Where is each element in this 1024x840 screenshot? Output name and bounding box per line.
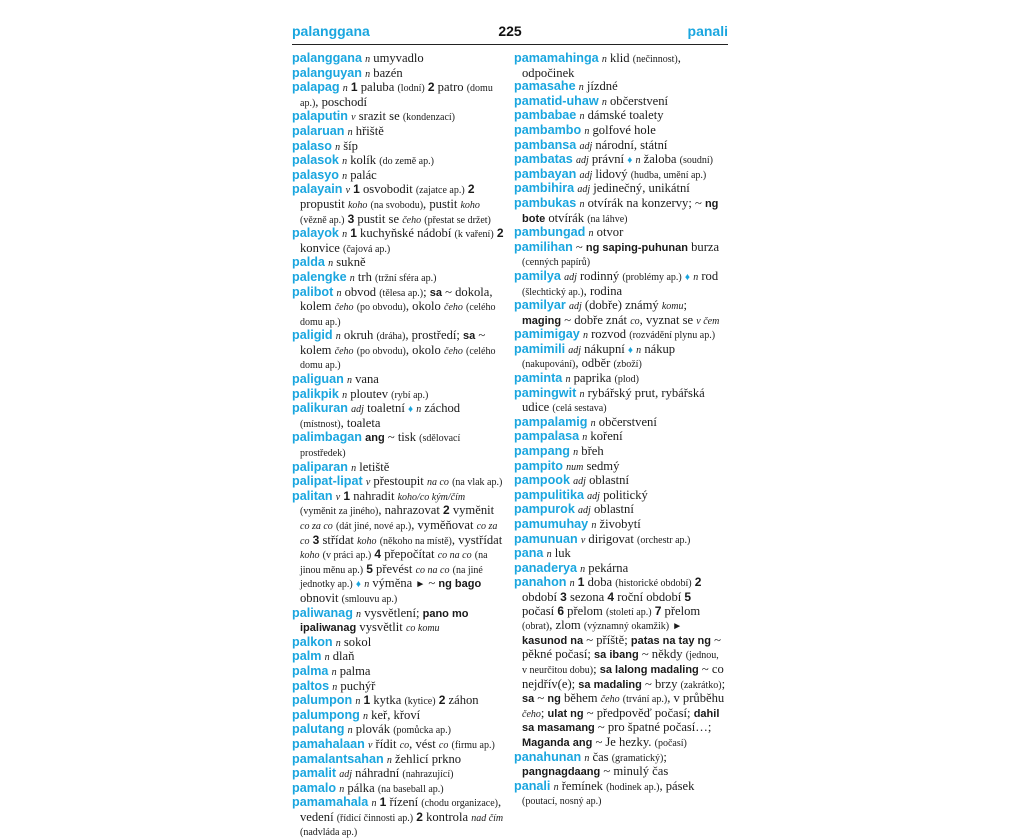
entry-headword: pampurok bbox=[514, 502, 575, 517]
dictionary-entry bbox=[514, 518, 726, 533]
entry-definition: n břeh bbox=[573, 444, 604, 459]
entry-definition: n 1 doba (historické období) 2 období 3 sezona 4 roční období 5 počasí 6 přelom (století ap.) 7 přelom (obrat), zlom (významný okamžik) ► kasunod na ~ příště; patas na tay ng ~ pěkné počasí; sa ibang ~ někdy (jednou, v neurčitou dobu); sa lalong madaling ~ co nejdřív(e); sa madaling ~ brzy (zakrátko); sa ~ ng během čeho (trvání ap.), v průběhu čeho; ulat ng ~ předpověď počasí; dahil sa masamang ~ pro špatné počasí…; Maganda ang ~ Je hezky. (počasí) bbox=[522, 575, 726, 749]
dictionary-entry bbox=[514, 343, 726, 372]
entry-definition: adj politický bbox=[587, 487, 648, 502]
entry-definition: n 1 kuchyňské nádobí (k vaření) 2 konvice (čajová ap.) bbox=[300, 226, 504, 255]
entry-definition: n řemínek (hodinek ap.), pásek (poutací, nosný ap.) bbox=[522, 778, 695, 808]
entry-headword: palasok bbox=[292, 153, 339, 168]
entry-headword: palimbagan bbox=[292, 430, 362, 445]
entry-headword: palipat-lipat bbox=[292, 474, 363, 489]
entry-headword: palaso bbox=[292, 138, 332, 153]
entry-headword: pampook bbox=[514, 473, 570, 488]
entry-definition: n trh (tržní sféra ap.) bbox=[349, 269, 437, 284]
dictionary-entry bbox=[514, 576, 726, 750]
entry-definition: n živobytí bbox=[591, 517, 641, 531]
entry-definition: n hřiště bbox=[347, 123, 384, 138]
entry-headword: palasyo bbox=[292, 167, 339, 182]
entry-headword: palumpon bbox=[292, 693, 353, 708]
entry-headword: pampang bbox=[514, 444, 570, 459]
entry-headword: pambayan bbox=[514, 166, 577, 181]
entry-headword: pambungad bbox=[514, 225, 586, 240]
entry-headword: pamilya bbox=[514, 268, 561, 283]
dictionary-entry bbox=[514, 460, 726, 475]
entry-headword: panali bbox=[514, 778, 551, 793]
entry-headword: palda bbox=[292, 255, 325, 270]
entry-headword: paminta bbox=[514, 371, 563, 386]
entry-headword: panaderya bbox=[514, 560, 577, 575]
entry-headword: pamingwit bbox=[514, 385, 577, 400]
entry-headword: palanggana bbox=[292, 51, 362, 65]
dictionary-entry bbox=[514, 80, 726, 95]
entry-definition: n luk bbox=[546, 546, 571, 561]
dictionary-entry bbox=[292, 52, 504, 67]
dictionary-entry bbox=[292, 753, 504, 768]
entry-headword: panahon bbox=[514, 575, 567, 590]
entry-headword: pambukas bbox=[514, 195, 577, 210]
dictionary-entry bbox=[292, 81, 504, 110]
entry-headword: palumpong bbox=[292, 707, 360, 722]
entry-definition: adj lidový (hudba, umění ap.) bbox=[579, 166, 707, 181]
dictionary-entry bbox=[514, 533, 726, 548]
dictionary-entry bbox=[514, 547, 726, 562]
dictionary-entry bbox=[514, 241, 726, 270]
entry-definition: v dirigovat (orchestr ap.) bbox=[580, 531, 691, 546]
dictionary-entry bbox=[292, 110, 504, 125]
dictionary-entry bbox=[514, 751, 726, 780]
dictionary-entry bbox=[514, 780, 726, 809]
dictionary-entry bbox=[292, 67, 504, 82]
dictionary-entry bbox=[292, 723, 504, 738]
entry-headword: palutang bbox=[292, 722, 345, 737]
dictionary-entry bbox=[292, 402, 504, 431]
dictionary-entry bbox=[514, 197, 726, 226]
entry-definition: v řídit co, vést co (firmu ap.) bbox=[367, 736, 495, 751]
entry-definition: adj oblastní bbox=[578, 502, 634, 517]
dictionary-entry bbox=[514, 168, 726, 183]
page-header bbox=[292, 22, 728, 45]
entry-headword: palaruan bbox=[292, 123, 345, 138]
entry-definition: n 1 paluba (lodní) 2 patro (domu ap.), poschodí bbox=[300, 80, 493, 109]
entry-headword: palm bbox=[292, 649, 322, 664]
entry-definition: n občerstvení bbox=[601, 93, 669, 108]
entry-definition: n umyvadlo bbox=[365, 51, 424, 65]
entry-definition: adj nákupní ♦ n nákup (nakupování), odběr (zboží) bbox=[522, 341, 676, 371]
entry-headword: panahunan bbox=[514, 749, 582, 764]
entry-definition: n obvod (tělesa ap.); sa ~ dokola, kolem čeho (po obvodu), okolo čeho (celého domu ap.) bbox=[300, 284, 496, 328]
entry-headword: pamahalaan bbox=[292, 736, 365, 751]
entry-headword: palengke bbox=[292, 269, 347, 284]
entry-headword: pamimili bbox=[514, 341, 566, 356]
dictionary-entry bbox=[292, 738, 504, 753]
entry-definition: n klid (nečinnost), odpočinek bbox=[522, 51, 681, 80]
entry-headword: palma bbox=[292, 663, 329, 678]
dictionary-entry bbox=[292, 709, 504, 724]
dictionary-entry bbox=[292, 329, 504, 373]
entry-headword: paliguan bbox=[292, 372, 344, 387]
entry-definition: n vysvětlení; pano mo ipaliwanag vysvětlit co komu bbox=[300, 605, 469, 635]
dictionary-entry bbox=[292, 461, 504, 476]
entry-headword: palayain bbox=[292, 182, 343, 197]
entry-definition: v srazit se (kondenzací) bbox=[351, 109, 456, 124]
dictionary-entry bbox=[514, 489, 726, 504]
entry-headword: pamasahe bbox=[514, 79, 576, 94]
entry-headword: palaputin bbox=[292, 109, 348, 124]
entry-definition: ~ ng saping-puhunan burza (cenných papírů) bbox=[522, 239, 720, 269]
entry-definition: adj rodinný (problémy ap.) ♦ n rod (šlechtický ap.), rodina bbox=[522, 268, 719, 298]
entry-headword: pamalo bbox=[292, 780, 337, 795]
dictionary-entry bbox=[292, 388, 504, 403]
dictionary-entry bbox=[514, 328, 726, 343]
dictionary-entry bbox=[292, 271, 504, 286]
dictionary-entry bbox=[514, 445, 726, 460]
entry-definition: n šíp bbox=[335, 138, 358, 153]
entry-definition: n paprika (plod) bbox=[565, 371, 639, 386]
dictionary-entry bbox=[292, 636, 504, 651]
entry-definition: n palma bbox=[331, 663, 371, 678]
dictionary-entry bbox=[514, 153, 726, 168]
dictionary-entry bbox=[292, 490, 504, 607]
entry-definition: n otvor bbox=[588, 225, 624, 240]
entry-definition: adj oblastní bbox=[573, 473, 629, 488]
dictionary-entry bbox=[514, 52, 726, 80]
entry-definition: n otvírák na konzervy; ~ ng bote otvírák (na láhve) bbox=[522, 195, 719, 225]
entry-headword: palibot bbox=[292, 284, 334, 299]
dictionary-entry bbox=[514, 139, 726, 154]
dictionary-entry bbox=[514, 416, 726, 431]
dictionary-entry bbox=[514, 226, 726, 241]
entry-headword: paliparan bbox=[292, 459, 348, 474]
entry-definition: adj jedinečný, unikátní bbox=[577, 181, 690, 196]
dictionary-entry bbox=[292, 154, 504, 169]
entry-definition: n žehlicí prkno bbox=[386, 751, 462, 766]
entry-definition: n kolík (do země ap.) bbox=[342, 153, 434, 168]
dictionary-entry bbox=[292, 665, 504, 680]
dictionary-entry bbox=[514, 109, 726, 124]
dictionary-entry bbox=[292, 183, 504, 227]
dictionary-entry bbox=[514, 387, 726, 416]
dictionary-entry bbox=[514, 95, 726, 110]
entry-headword: paliwanag bbox=[292, 605, 353, 620]
dictionary-page bbox=[292, 22, 728, 839]
dictionary-entry bbox=[292, 286, 504, 330]
dictionary-entry bbox=[514, 182, 726, 197]
dictionary-entry bbox=[514, 299, 726, 328]
entry-definition: n sukně bbox=[328, 255, 366, 270]
entry-definition: n vana bbox=[346, 372, 379, 387]
entry-headword: pamunuan bbox=[514, 531, 578, 546]
dictionary-entry bbox=[292, 767, 504, 782]
entry-definition: num sedmý bbox=[566, 458, 620, 473]
entry-definition: v 1 osvobodit (zajatce ap.) 2 propustit koho (na svobodu), pustit koho (vězně ap.) 3 pustit se čeho (přestat se držet) bbox=[300, 182, 491, 226]
entry-definition: n sokol bbox=[335, 634, 372, 649]
dictionary-entry bbox=[292, 680, 504, 695]
entry-definition: n puchýř bbox=[332, 678, 376, 693]
entry-headword: pambansa bbox=[514, 137, 577, 152]
entry-definition: n plovák (pomůcka ap.) bbox=[347, 722, 451, 737]
entry-definition: adj náhradní (nahrazující) bbox=[339, 766, 454, 781]
entry-definition: adj národní, státní bbox=[579, 137, 668, 152]
entry-definition: adj (dobře) známý komu; maging ~ dobře znát co, vyznat se v čem bbox=[522, 298, 720, 327]
entry-headword: pambabae bbox=[514, 108, 577, 123]
dictionary-entry bbox=[292, 475, 504, 490]
dictionary-entry bbox=[292, 650, 504, 665]
entry-headword: pamumuhay bbox=[514, 517, 589, 531]
entry-headword: pambatas bbox=[514, 152, 573, 167]
entry-definition: n bazén bbox=[365, 65, 403, 80]
entry-definition: v 1 nahradit koho/co kým/čím (vyměnit za jiného), nahrazovat 2 vyměnit co za co (dát jiné, nové ap.), vyměňovat co za co 3 střídat koho (někoho na místě), vystřídat koho (v práci ap.) 4 přepočítat co na co (na jinou měnu ap.) 5 převést co na co (na jiné jednotky ap.) ♦ n výměna ► ~ ng bago obnovit (smlouvu ap.) bbox=[300, 488, 503, 605]
entry-headword: palapag bbox=[292, 80, 340, 95]
left-column bbox=[292, 52, 504, 840]
dictionary-entry bbox=[292, 227, 504, 256]
entry-definition: n keř, křoví bbox=[363, 707, 421, 722]
entry-definition: n občerstvení bbox=[590, 414, 657, 429]
dictionary-entry bbox=[514, 372, 726, 387]
entry-definition: n rybářský prut, rybářská udice (celá sestava) bbox=[522, 385, 705, 415]
dictionary-entry bbox=[292, 607, 504, 636]
entry-definition: n rozvod (rozvádění plynu ap.) bbox=[582, 327, 716, 342]
entry-definition: n golfové hole bbox=[584, 122, 656, 137]
entry-definition: n palác bbox=[342, 167, 377, 182]
entry-definition: n dámské toalety bbox=[579, 108, 664, 123]
entry-headword: palitan bbox=[292, 488, 333, 503]
entry-headword: pamilyar bbox=[514, 298, 566, 313]
header-last-headword: panali bbox=[687, 23, 728, 39]
entry-definition: n ploutev (rybí ap.) bbox=[342, 386, 429, 401]
dictionary-entry bbox=[292, 796, 504, 840]
dictionary-entry bbox=[292, 694, 504, 709]
entry-headword: pambihira bbox=[514, 181, 575, 196]
entry-definition: n 1 kytka (kytice) 2 záhon bbox=[355, 693, 479, 708]
entry-headword: paltos bbox=[292, 678, 330, 693]
dictionary-entry bbox=[514, 503, 726, 518]
dictionary-entry bbox=[514, 270, 726, 299]
entry-headword: pamamahala bbox=[292, 795, 369, 810]
entry-headword: palkon bbox=[292, 634, 333, 649]
dictionary-entry bbox=[292, 169, 504, 184]
entry-headword: palayok bbox=[292, 226, 339, 241]
entry-headword: pampulitika bbox=[514, 487, 584, 502]
entry-definition: v přestoupit na co (na vlak ap.) bbox=[365, 474, 503, 489]
entry-headword: pamamahinga bbox=[514, 51, 599, 65]
dictionary-entry bbox=[514, 124, 726, 139]
entry-headword: palikuran bbox=[292, 401, 348, 416]
entry-headword: pamatid-uhaw bbox=[514, 93, 599, 108]
entry-headword: pamilihan bbox=[514, 239, 573, 254]
entry-definition: n koření bbox=[582, 429, 623, 444]
entry-headword: pampalasa bbox=[514, 429, 580, 444]
dictionary-entry bbox=[292, 431, 504, 460]
right-column bbox=[514, 52, 726, 809]
entry-definition: n pekárna bbox=[580, 560, 629, 575]
entry-definition: n okruh (dráha), prostředí; sa ~ kolem čeho (po obvodu), okolo čeho (celého domu ap.) bbox=[300, 328, 496, 372]
entry-headword: pana bbox=[514, 546, 544, 561]
entry-definition: n jízdné bbox=[578, 79, 618, 94]
entry-headword: pamalit bbox=[292, 766, 337, 781]
entry-definition: n letiště bbox=[351, 459, 390, 474]
dictionary-entry bbox=[514, 562, 726, 577]
entry-headword: pamimigay bbox=[514, 327, 580, 342]
entry-headword: palanguyan bbox=[292, 65, 362, 80]
dictionary-entry bbox=[514, 430, 726, 445]
entry-definition: n pálka (na baseball ap.) bbox=[339, 780, 444, 795]
dictionary-entry bbox=[292, 125, 504, 140]
entry-headword: pampito bbox=[514, 458, 563, 473]
entry-definition: n 1 řízení (chodu organizace), vedení (řídicí činnosti ap.) 2 kontrola nad čím (nadvláda ap.) bbox=[300, 795, 504, 839]
entry-headword: pamalantsahan bbox=[292, 751, 384, 766]
entry-headword: paligid bbox=[292, 328, 333, 343]
header-first-headword: palanggana bbox=[292, 23, 370, 39]
entry-definition: n dlaň bbox=[324, 649, 355, 664]
dictionary-entry bbox=[292, 782, 504, 797]
entry-definition: adj právní ♦ n žaloba (soudní) bbox=[575, 152, 713, 167]
dictionary-entry bbox=[514, 474, 726, 489]
dictionary-entry bbox=[292, 256, 504, 271]
entry-definition: adj toaletní ♦ n záchod (místnost), toaleta bbox=[300, 401, 461, 430]
dictionary-entry bbox=[292, 140, 504, 155]
entry-headword: pampalamig bbox=[514, 414, 588, 429]
entry-headword: palikpik bbox=[292, 386, 339, 401]
entry-definition: n čas (gramatický); pangnagdaang ~ minulý čas bbox=[522, 749, 669, 779]
entry-definition: ang ~ tisk (sdělovací prostředek) bbox=[300, 430, 461, 460]
dictionary-entry bbox=[292, 373, 504, 388]
page-number: 225 bbox=[498, 23, 522, 39]
entry-headword: pambambo bbox=[514, 122, 582, 137]
